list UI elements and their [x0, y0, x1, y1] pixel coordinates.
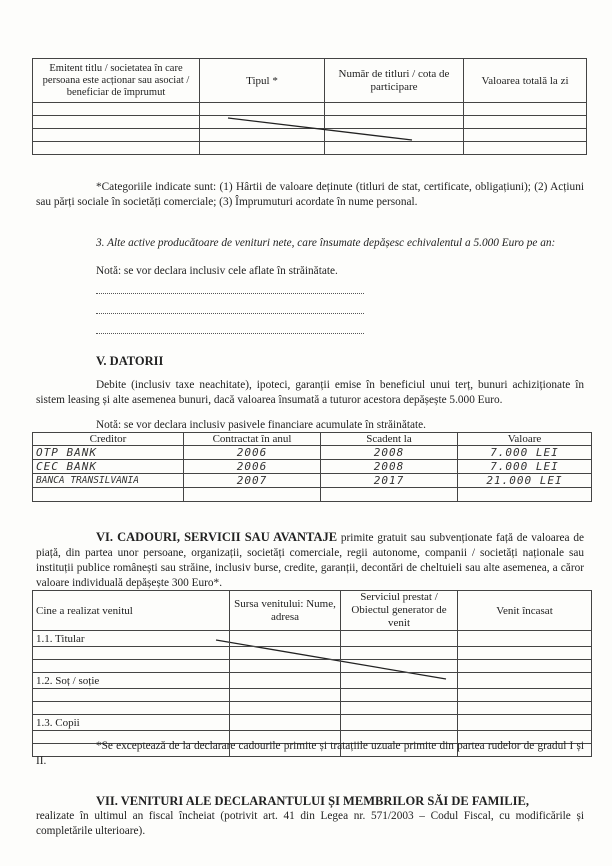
row-label: 1.2. Soț / soție	[33, 673, 230, 689]
amount-cell: 7.000 LEI	[458, 446, 592, 460]
categories-footnote: *Categoriile indicate sunt: (1) Hârtii de valoare deținute (titluri de stat, certificate, obligațiuni); (2) Acțiuni sau părți sociale în societăți comerciale; (3) Împrumuturi acordate în nume personal.	[36, 181, 584, 208]
row-label: 1.3. Copii	[33, 715, 230, 731]
creditor-cell: BANCA TRANSILVANIA	[33, 474, 184, 488]
col-source: Sursa venitului: Nume, adresa	[230, 591, 341, 631]
creditor-cell: OTP BANK	[33, 446, 184, 460]
due-cell: 2017	[321, 474, 458, 488]
due-cell: 2008	[321, 460, 458, 474]
blank-line	[96, 333, 364, 334]
table-row	[33, 689, 592, 702]
blank-line	[96, 293, 364, 294]
table-row	[33, 673, 592, 689]
gifts-footnote: *Se exceptează de la declarare cadourile primite și tratațiile uzuale primite din partea rudelor de gradul I și II.	[36, 740, 584, 767]
amount-cell: 7.000 LEI	[458, 460, 592, 474]
col-type: Tipul *	[200, 59, 325, 103]
col-income: Venit încasat	[458, 591, 592, 631]
table-row	[33, 474, 592, 488]
table-row	[33, 647, 592, 660]
amount-cell: 21.000 LEI	[458, 474, 592, 488]
table-row	[33, 660, 592, 673]
section5-heading: V. DATORII	[96, 354, 164, 368]
col-issuer: Emitent titlu / societatea în care persoana este acționar sau asociat / beneficiar de împrumut	[33, 59, 200, 103]
year-cell: 2006	[184, 460, 321, 474]
gifts-table	[32, 590, 592, 757]
due-cell: 2008	[321, 446, 458, 460]
row-label: 1.1. Titular	[33, 631, 230, 647]
creditor-cell: CEC BANK	[33, 460, 184, 474]
section6-heading: VI. CADOURI, SERVICII SAU AVANTAJE	[96, 530, 338, 544]
year-cell: 2007	[184, 474, 321, 488]
section3-note: Notă: se vor declara inclusiv cele aflate în străinătate.	[96, 265, 338, 277]
col-creditor: Creditor	[33, 433, 184, 446]
section6-text: primite gratuit sau subvenționate față de valoarea de piață, din partea unor persoane, organizații, societăți comerciale, regii autonome, companii / societăți naționale sau instituții publice românești sau străine, inclusiv burse, credite, garanții, decontări de cheltuieli sau alte asemenea, a căror valoare individuală depășește 300 Euro*.	[36, 532, 584, 589]
section3-title: 3. Alte active producătoare de venituri nete, care însumate depășesc echivalentul a 5.000 Euro pe an:	[96, 237, 556, 249]
year-cell: 2006	[184, 446, 321, 460]
col-who: Cine a realizat venitul	[33, 591, 230, 631]
section5-note: Notă: se vor declara inclusiv pasivele financiare acumulate în străinătate.	[96, 419, 426, 431]
table-row	[33, 702, 592, 715]
table-row	[33, 631, 592, 647]
section7-text: realizate în ultimul an fiscal încheiat (potrivit art. 41 din Legea nr. 571/2003 – Codul Fiscal, cu modificările și completările ulterioare).	[36, 810, 584, 837]
col-value: Valoarea totală la zi	[464, 59, 587, 103]
col-contracted: Contractat în anul	[184, 433, 321, 446]
debts-table	[32, 432, 592, 502]
table-row	[33, 460, 592, 474]
col-due: Scadent la	[321, 433, 458, 446]
section5-text: Debite (inclusiv taxe neachitate), ipoteci, garanții emise în beneficiul unui terț, bunuri achiziționate în sistem leasing și alte asemenea bunuri, dacă valoarea însumată a tuturor acestora depășește 5.000 Euro.	[36, 379, 584, 406]
blank-line	[96, 313, 364, 314]
col-amount: Valoare	[458, 433, 592, 446]
table-row	[33, 446, 592, 460]
table-row	[33, 715, 592, 731]
table-row	[33, 488, 592, 502]
section7-heading: VII. VENITURI ALE DECLARANTULUI ȘI MEMBRILOR SĂI DE FAMILIE,	[96, 794, 529, 808]
strike-line-table1	[228, 118, 412, 140]
col-service: Serviciul prestat / Obiectul generator de venit	[341, 591, 458, 631]
col-count: Număr de titluri / cota de participare	[325, 59, 464, 103]
section6-paragraph	[36, 530, 584, 591]
